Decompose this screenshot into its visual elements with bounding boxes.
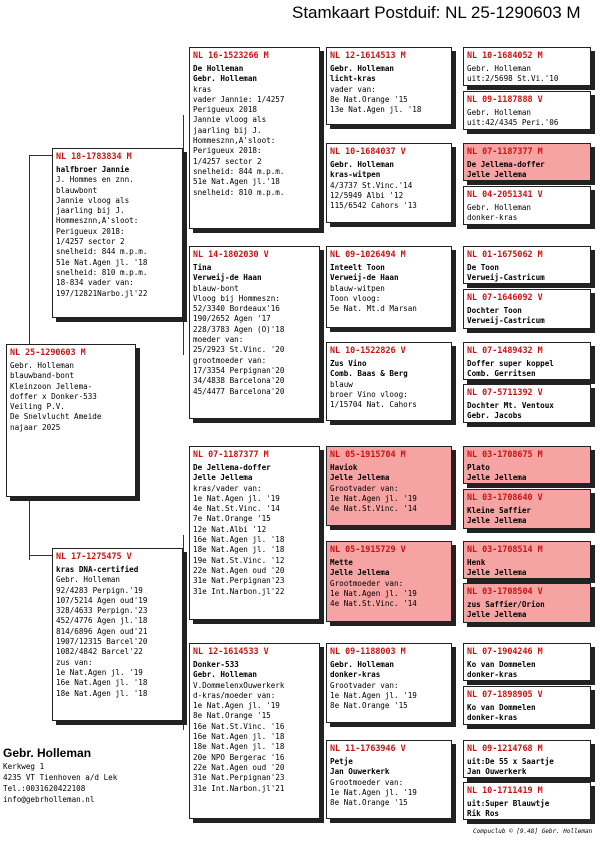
card-detail-line: 22e Nat.Agen oud '20 <box>193 565 285 575</box>
ring-number: NL 10-1684052 M <box>467 50 543 60</box>
card-detail-line: uit:42/4345 Peri.'06 <box>467 118 559 128</box>
card-detail-line: 17/3354 Perpignan'20 <box>193 365 285 375</box>
great-great-grandparent-card[interactable] <box>463 782 591 820</box>
card-detail-line: 452/4776 Agen jl.'18 <box>56 616 148 626</box>
ring-number: NL 07-1898905 V <box>467 689 543 699</box>
great-grandparent-card[interactable] <box>326 740 452 819</box>
footer-credit: Compuclub © [9.48] Gebr. Holleman <box>473 828 593 835</box>
card-detail-line: Toon vloog: <box>330 293 381 303</box>
card-detail-line: 4e Nat.St.Vinc. '14 <box>330 599 417 609</box>
connector-line <box>29 155 53 156</box>
card-detail-line: Jannie vloog als <box>56 195 130 205</box>
subject-pigeon-card[interactable] <box>6 344 136 497</box>
card-detail-line: 16e Nat.St.Vinc. '16 <box>193 721 285 731</box>
great-grandparent-card[interactable] <box>326 643 452 723</box>
card-detail-line: 1e Nat.Agen jl. '19 <box>330 690 417 700</box>
card-detail-line: d-kras/moeder van: <box>193 690 276 700</box>
card-detail-line: 8e Nat.Orange '15 <box>330 94 408 104</box>
card-detail-line: 18e Nat.Agen jl. '18 <box>56 688 148 698</box>
card-detail-line: 814/6896 Agen oud'21 <box>56 626 148 636</box>
ring-number: NL 05-1915729 V <box>330 544 406 554</box>
card-detail-line: Ko van Dommelen <box>467 660 536 669</box>
card-detail-line: Jannie vloog als <box>193 115 267 125</box>
great-grandparent-card[interactable] <box>326 47 452 125</box>
card-detail-line: najaar 2025 <box>10 422 61 432</box>
card-detail-line: 107/5214 Agen oud'19 <box>56 595 148 605</box>
ring-number: NL 07-1187377 M <box>467 146 543 156</box>
card-detail-line: halfbroer Jannie <box>56 165 130 174</box>
card-detail-line: Doffer super koppel <box>467 359 554 368</box>
page-title: Stamkaart Postduif: NL 25-1290603 M <box>292 3 581 22</box>
card-detail-line: Vloog bij Hommeszn: <box>193 293 280 303</box>
card-detail-line: 7e Nat.Orange '15 <box>193 514 271 524</box>
card-detail-line: Zus Vino <box>330 359 367 368</box>
breeder-name: Gebr. Holleman <box>3 746 92 760</box>
connector-line <box>183 115 184 155</box>
card-detail-line: Tina <box>193 263 212 272</box>
card-detail-line: 228/3783 Agen (O)'18 <box>193 324 285 334</box>
card-detail-line: Jelle Jellema <box>467 473 527 483</box>
great-great-grandparent-card[interactable] <box>463 643 591 681</box>
card-detail-line: 31e Nat.Perpignan'23 <box>193 576 285 586</box>
ring-number: NL 11-1763946 V <box>330 743 406 753</box>
breeder-address: Kerkweg 1 <box>3 762 45 771</box>
ring-number: NL 14-1802030 V <box>193 249 269 259</box>
card-detail-line: Grootmoeder van: <box>330 777 404 787</box>
card-detail-line: uit:De 55 x Saartje <box>467 757 554 766</box>
card-detail-line: 92/4283 Perpign.'19 <box>56 585 143 595</box>
card-detail-line: De Holleman <box>193 64 244 73</box>
card-detail-line: 20e NPO Bergerac '16 <box>193 752 285 762</box>
card-detail-line: J. Hommes en znn. <box>56 175 134 185</box>
connector-line <box>29 500 30 560</box>
card-detail-line: 4/3737 St.Vinc.'14 <box>330 180 413 190</box>
card-detail-line: Gebr. Jacobs <box>467 411 522 421</box>
grandparent-card[interactable] <box>189 246 320 419</box>
card-detail-line: 1/4257 sector 2 <box>193 156 262 166</box>
card-detail-line: 1e Nat.Agen jl. '19 <box>330 787 417 797</box>
card-detail-line: Kleine Saffier <box>467 506 532 515</box>
ring-number: NL 03-1708640 V <box>467 492 543 502</box>
card-detail-line: licht-kras <box>330 74 376 84</box>
card-detail-line: 25/2923 St.Vinc. '20 <box>193 345 285 355</box>
card-detail-line: De Jellema-doffer <box>193 463 271 472</box>
card-detail-line: grootmoeder van: <box>193 355 267 365</box>
card-detail-line: De Toon <box>467 263 500 272</box>
great-great-grandparent-card[interactable] <box>463 143 591 181</box>
card-detail-line: 1907/12315 Barcel'20 <box>56 637 148 647</box>
card-detail-line: kras-witpen <box>330 170 381 180</box>
grandparent-card[interactable] <box>189 47 320 229</box>
ring-number: NL 07-1904246 M <box>467 646 543 656</box>
card-detail-line: Gebr. Holleman <box>193 670 258 680</box>
ring-number: NL 09-1187888 V <box>467 94 543 104</box>
ring-number: NL 03-1708504 V <box>467 586 543 596</box>
card-detail-line: zus Saffier/Orion <box>467 600 545 609</box>
card-detail-line: snelheid: 810 m.p.m. <box>56 267 148 277</box>
card-detail-line: Grootmoeder van: <box>330 578 404 588</box>
card-detail-line: Gebr. Holleman <box>56 575 121 585</box>
connector-line <box>183 650 184 730</box>
breeder-phone: Tel.:0031620422108 <box>3 784 86 793</box>
card-detail-line: 190/2652 Agen '17 <box>193 314 271 324</box>
great-grandparent-card[interactable] <box>326 446 452 526</box>
card-detail-line: Hommesznn,A'sloot: <box>193 136 276 146</box>
ring-number: NL 10-1711419 M <box>467 785 543 795</box>
card-detail-line: 1e Nat.Agen jl. '19 <box>330 493 417 503</box>
card-detail-line: 16e Nat.Agen jl. '18 <box>193 732 285 742</box>
connector-line <box>29 555 53 556</box>
card-detail-line: Grootvader van: <box>330 483 399 493</box>
great-great-grandparent-card[interactable] <box>463 91 591 130</box>
card-detail-line: 1082/4842 Barcel'22 <box>56 647 143 657</box>
card-detail-line: donker-kras <box>467 213 518 223</box>
card-detail-line: 12/5949 Albi '12 <box>330 190 404 200</box>
card-detail-line: Perigueux 2018: <box>56 226 125 236</box>
card-detail-line: blauw <box>330 379 353 389</box>
card-detail-line: 19e Nat.St.Vinc. '12 <box>193 555 285 565</box>
card-detail-line: Jelle Jellema <box>467 170 527 180</box>
card-detail-line: vader Jannie: 1/4257 <box>193 94 285 104</box>
connector-line <box>183 535 184 565</box>
connector-line <box>29 155 30 345</box>
card-detail-line: Gebr. Holleman <box>467 203 532 212</box>
ring-number: NL 03-1708675 M <box>467 449 543 459</box>
great-great-grandparent-card[interactable] <box>463 446 591 484</box>
card-detail-line: Henk <box>467 558 486 567</box>
card-detail-line: 52/3340 Bordeaux'16 <box>193 304 280 314</box>
mother-card[interactable] <box>52 548 183 721</box>
great-great-grandparent-card[interactable] <box>463 541 591 579</box>
card-detail-line: 13e Nat.Agen jl. '18 <box>330 105 422 115</box>
card-detail-line: blauw-witpen <box>330 283 385 293</box>
card-detail-line: blauw-bont <box>193 283 239 293</box>
ring-number: NL 17-1275475 V <box>56 551 132 561</box>
card-detail-line: jaarling bij J. <box>193 125 262 135</box>
card-detail-line: Jelle Jellema <box>467 610 527 620</box>
card-detail-line: De Jellema-doffer <box>467 160 545 169</box>
great-grandparent-card[interactable] <box>326 541 452 622</box>
card-detail-line: 1e Nat.Agen jl. '19 <box>193 493 280 503</box>
card-detail-line: Comb. Baas & Berg <box>330 369 408 379</box>
ring-number: NL 07-1187377 M <box>193 449 269 459</box>
card-detail-line: Perigueux 2018: <box>193 146 262 156</box>
ring-number: NL 09-1026494 M <box>330 249 406 259</box>
card-detail-line: Haviok <box>330 463 358 472</box>
card-detail-line: kras/vader van: <box>193 483 262 493</box>
ring-number: NL 25-1290603 M <box>10 347 86 357</box>
great-great-grandparent-card[interactable] <box>463 289 591 329</box>
card-detail-line: donker-kras <box>330 670 381 680</box>
card-detail-line: Donker-533 <box>193 660 239 669</box>
card-detail-line: 12e Nat.Albi '12 <box>193 524 267 534</box>
card-detail-line: Verweij-de Haan <box>330 273 399 283</box>
breeder-info <box>3 745 117 805</box>
breeder-email[interactable]: info@gebrholleman.nl <box>3 795 95 804</box>
great-great-grandparent-card[interactable] <box>463 246 591 284</box>
card-detail-line: donker-kras <box>467 670 518 680</box>
card-detail-line: donker-kras <box>467 713 518 723</box>
great-great-grandparent-card[interactable] <box>463 342 591 380</box>
card-detail-line: Jelle Jellema <box>193 473 253 483</box>
card-detail-line: 18e Nat.Agen jl. '18 <box>193 742 285 752</box>
ring-number: NL 10-1684037 V <box>330 146 406 156</box>
great-great-grandparent-card[interactable] <box>463 47 591 86</box>
ring-number: NL 12-1614533 V <box>193 646 269 656</box>
ring-number: NL 12-1614513 M <box>330 50 406 60</box>
card-detail-line: broer Vino vloog: <box>330 389 408 399</box>
card-detail-line: 45/4477 Barcelona'20 <box>193 386 285 396</box>
card-detail-line: kras <box>193 84 212 94</box>
card-detail-line: uit:Super Blauwtje <box>467 799 550 808</box>
card-detail-line: Verweij-Castricum <box>467 273 545 283</box>
ring-number: NL 09-1214768 M <box>467 743 543 753</box>
card-detail-line: Gebr. Holleman <box>330 660 395 669</box>
card-detail-line: Kleinzoon Jellema- <box>10 381 93 391</box>
card-detail-line: 18-834 vader van: <box>56 278 134 288</box>
great-great-grandparent-card[interactable] <box>463 186 591 225</box>
card-detail-line: vader van: <box>330 84 376 94</box>
card-detail-line: Gebr. Holleman <box>10 361 75 370</box>
card-detail-line: snelheid: 844 m.p.m. <box>56 247 148 257</box>
card-detail-line: Hommesznn,A'sloot: <box>56 216 139 226</box>
card-detail-line: Jan Ouwerkerk <box>467 767 527 777</box>
ring-number: NL 07-1489432 M <box>467 345 543 355</box>
card-detail-line: Jelle Jellema <box>330 568 390 578</box>
card-detail-line: doffer x Donker-533 <box>10 391 97 401</box>
card-detail-line: 115/6542 Cahors '13 <box>330 201 417 211</box>
great-grandparent-card[interactable] <box>326 246 452 328</box>
card-detail-line: Mette <box>330 558 353 567</box>
card-detail-line: 22e Nat.Agen oud '20 <box>193 762 285 772</box>
card-detail-line: 4e Nat.St.Vinc. '14 <box>330 504 417 514</box>
great-grandparent-card[interactable] <box>326 342 452 421</box>
card-detail-line: Comb. Gerritsen <box>467 369 536 379</box>
card-detail-line: Jelle Jellema <box>467 516 527 526</box>
ring-number: NL 03-1708514 M <box>467 544 543 554</box>
card-detail-line: 8e Nat.Orange '15 <box>330 798 408 808</box>
card-detail-line: 1/4257 sector 2 <box>56 237 125 247</box>
card-detail-line: Grootvader van: <box>330 680 399 690</box>
great-grandparent-card[interactable] <box>326 143 452 223</box>
card-detail-line: 16e Nat.Agen jl. '18 <box>193 535 285 545</box>
card-detail-line: 8e Nat.Orange '15 <box>330 701 408 711</box>
card-detail-line: kras DNA-certified <box>56 565 139 574</box>
great-great-grandparent-card[interactable] <box>463 384 591 423</box>
card-detail-line: Jan Ouwerkerk <box>330 767 390 777</box>
ring-number: NL 07-1646092 V <box>467 292 543 302</box>
card-detail-line: 16e Nat.Agen jl. '18 <box>56 678 148 688</box>
card-detail-line: Plato <box>467 463 490 472</box>
card-detail-line: 1e Nat.Agen jl. '19 <box>193 701 280 711</box>
card-detail-line: 18e Nat.Agen jl. '18 <box>193 545 285 555</box>
card-detail-line: V.DommelenxOuwerkerk <box>193 680 285 690</box>
card-detail-line: snelheid: 844 m.p.m. <box>193 166 285 176</box>
card-detail-line: Verweij-de Haan <box>193 273 262 283</box>
card-detail-line: 1e Nat.Agen jl. '19 <box>56 667 143 677</box>
card-detail-line: 31e Int.Narbon.jl'22 <box>193 586 285 596</box>
card-detail-line: jaarling bij J. <box>56 206 125 216</box>
card-detail-line: Perigueux 2018 <box>193 105 258 115</box>
card-detail-line: moeder van: <box>193 335 244 345</box>
card-detail-line: uit:2/5698 St.Vi.'10 <box>467 74 559 84</box>
card-detail-line: Gebr. Holleman <box>330 160 395 169</box>
ring-number: NL 18-1783834 M <box>56 151 132 161</box>
card-detail-line: Rik Ros <box>467 809 500 819</box>
card-detail-line: Petje <box>330 757 353 766</box>
father-card[interactable] <box>52 148 183 318</box>
card-detail-line: Ko van Dommelen <box>467 703 536 712</box>
great-great-grandparent-card[interactable] <box>463 489 591 529</box>
card-detail-line: De Snelvlucht Ameide <box>10 412 102 422</box>
card-detail-line: blauwbont <box>56 185 98 195</box>
card-detail-line: 34/4838 Barcelona'20 <box>193 376 285 386</box>
card-detail-line: Gebr. Holleman <box>330 64 395 73</box>
ring-number: NL 05-1915704 M <box>330 449 406 459</box>
great-great-grandparent-card[interactable] <box>463 583 591 623</box>
card-detail-line: 4e Nat.St.Vinc. '14 <box>193 504 280 514</box>
card-detail-line: Jelle Jellema <box>330 473 390 483</box>
ring-number: NL 09-1188003 M <box>330 646 406 656</box>
grandparent-card[interactable] <box>189 643 320 819</box>
ring-number: NL 01-1675062 M <box>467 249 543 259</box>
ring-number: NL 04-2051341 V <box>467 189 543 199</box>
card-detail-line: 197/12821Narbo.jl'22 <box>56 288 148 298</box>
card-detail-line: 51e Nat.Agen jl.'18 <box>193 177 280 187</box>
breeder-city: 4235 VT Tienhoven a/d Lek <box>3 773 118 782</box>
card-detail-line: 31e Nat.Perpignan'23 <box>193 773 285 783</box>
card-detail-line: Inteelt Toon <box>330 263 385 272</box>
card-detail-line: Dochter Mt. Ventoux <box>467 401 554 410</box>
card-detail-line: Gebr. Holleman <box>467 64 532 73</box>
card-detail-line: Veiling P.V. <box>10 402 65 412</box>
card-detail-line: 8e Nat.Orange '15 <box>193 711 271 721</box>
card-detail-line: 51e Nat.Agen jl. '18 <box>56 257 148 267</box>
card-detail-line: 5e Nat. Mt.d Marsan <box>330 304 417 314</box>
card-detail-line: Gebr. Holleman <box>467 108 532 117</box>
great-great-grandparent-card[interactable] <box>463 740 591 778</box>
card-detail-line: 1e Nat.Agen jl. '19 <box>330 588 417 598</box>
card-detail-line: zus van: <box>56 657 93 667</box>
ring-number: NL 07-5711392 V <box>467 387 543 397</box>
card-detail-line: Dochter Toon <box>467 306 522 315</box>
connector-line <box>183 300 184 355</box>
card-detail-line: 1/15704 Nat. Cahors <box>330 400 417 410</box>
card-detail-line: Jelle Jellema <box>467 568 527 578</box>
card-detail-line: Gebr. Holleman <box>193 74 258 84</box>
grandparent-card[interactable] <box>189 446 320 620</box>
ring-number: NL 10-1522826 V <box>330 345 406 355</box>
great-great-grandparent-card[interactable] <box>463 686 591 725</box>
card-detail-line: blauwband-bont <box>10 371 75 381</box>
card-detail-line: 328/4633 Perpign.'23 <box>56 606 148 616</box>
card-detail-line: Verweij-Castricum <box>467 316 545 326</box>
ring-number: NL 16-1523266 M <box>193 50 269 60</box>
card-detail-line: 31e Int.Narbon.jl'21 <box>193 783 285 793</box>
card-detail-line: snelheid: 810 m.p.m. <box>193 187 285 197</box>
